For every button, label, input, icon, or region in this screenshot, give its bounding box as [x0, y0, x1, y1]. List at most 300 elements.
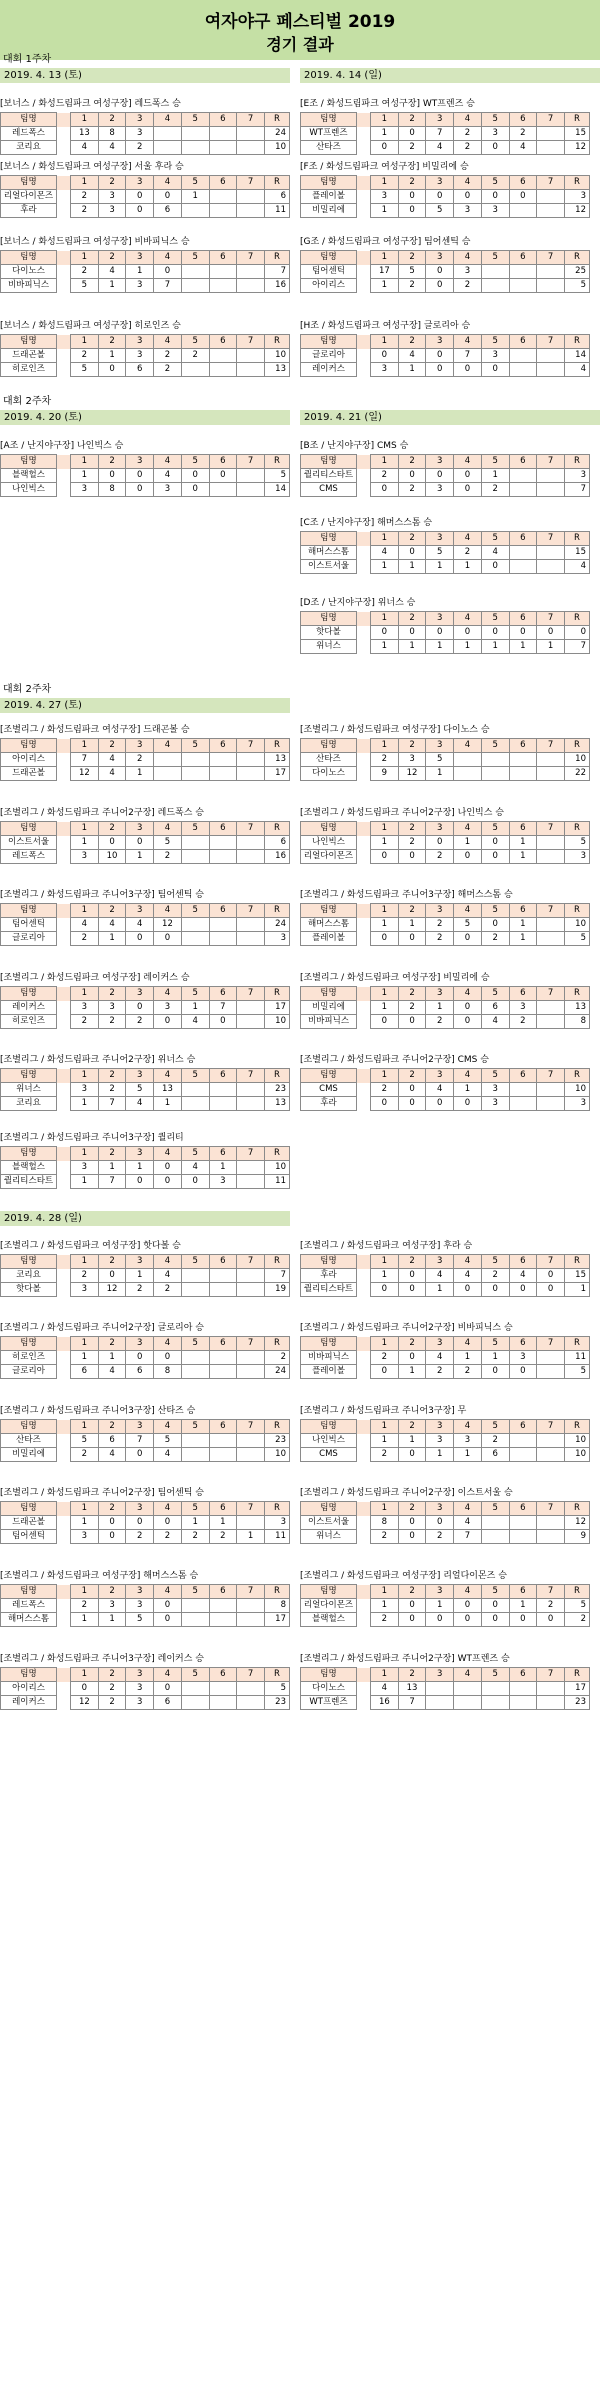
- inning-score-cell: [209, 850, 237, 864]
- inning-score-cell: 0: [398, 1599, 426, 1613]
- inning-header-cell: 5: [181, 1420, 209, 1434]
- team-name-cell: WT프렌즈: [301, 127, 357, 141]
- inning-score-cell: [209, 767, 237, 781]
- inning-header-cell: 5: [481, 1502, 509, 1516]
- inning-score-cell: 2: [426, 918, 454, 932]
- inning-score-cell: 1: [398, 640, 426, 654]
- team-name-cell: 나인빅스: [301, 836, 357, 850]
- team-name-cell: 리얼다이몬즈: [1, 190, 57, 204]
- team-score-row: [1, 141, 290, 155]
- inning-header-cell: 7: [537, 455, 565, 469]
- team-name-cell: 퀄리티스타트: [301, 469, 357, 483]
- inning-score-cell: 1: [371, 1434, 399, 1448]
- inning-header-cell: 6: [509, 176, 537, 190]
- team-header-cell: 팀명: [1, 335, 57, 349]
- inning-score-cell: [237, 1365, 265, 1379]
- inning-header-cell: 3: [126, 455, 154, 469]
- inning-score-cell: 2: [371, 753, 399, 767]
- inning-score-cell: 4: [454, 1516, 482, 1530]
- score-header-row: [1, 113, 290, 127]
- score-header-row: [1, 251, 290, 265]
- spacer-cell: [357, 918, 371, 932]
- game-caption: [E조 / 화성드림파크 여성구장] WT프렌즈 승: [300, 99, 475, 109]
- inning-score-cell: 12: [154, 918, 182, 932]
- inning-header-cell: 6: [209, 822, 237, 836]
- team-score-row: [1, 836, 290, 850]
- inning-score-cell: 1: [98, 1161, 126, 1175]
- inning-score-cell: 0: [398, 1083, 426, 1097]
- inning-score-cell: [509, 1516, 537, 1530]
- inning-score-cell: 6: [98, 1434, 126, 1448]
- inning-score-cell: 1: [398, 1365, 426, 1379]
- inning-score-cell: 2: [154, 1283, 182, 1297]
- game-result: [0, 1130, 292, 1189]
- team-name-cell: 위너스: [301, 640, 357, 654]
- inning-header-cell: 1: [71, 1668, 99, 1682]
- team-name-cell: 해머스스톰: [301, 546, 357, 560]
- inning-score-cell: [209, 204, 237, 218]
- team-header-cell: 팀명: [301, 532, 357, 546]
- inning-score-cell: 0: [126, 204, 154, 218]
- inning-header-cell: 2: [98, 1502, 126, 1516]
- inning-header-cell: 7: [537, 1255, 565, 1269]
- game-result: [0, 805, 292, 864]
- score-table: [0, 1501, 290, 1544]
- team-header-cell: 팀명: [301, 1585, 357, 1599]
- team-name-cell: 코리요: [1, 141, 57, 155]
- inning-header-cell: 2: [398, 1585, 426, 1599]
- total-runs-cell: 10: [565, 1434, 590, 1448]
- spacer-cell: [357, 1516, 371, 1530]
- inning-score-cell: 1: [98, 1613, 126, 1627]
- inning-header-cell: 7: [237, 113, 265, 127]
- inning-header-cell: 7: [237, 1147, 265, 1161]
- inning-header-cell: 6: [209, 987, 237, 1001]
- spacer-cell: [357, 739, 371, 753]
- total-runs-cell: 3: [565, 850, 590, 864]
- inning-score-cell: [237, 127, 265, 141]
- inning-score-cell: 0: [126, 1001, 154, 1015]
- inning-score-cell: 3: [126, 1682, 154, 1696]
- inning-score-cell: 1: [126, 1161, 154, 1175]
- spacer-cell: [357, 850, 371, 864]
- spacer-cell: [57, 190, 71, 204]
- total-runs-cell: 9: [565, 1530, 590, 1544]
- inning-header-cell: 3: [426, 113, 454, 127]
- spacer-cell: [357, 1682, 371, 1696]
- inning-score-cell: [209, 1351, 237, 1365]
- inning-header-cell: 5: [181, 1147, 209, 1161]
- inning-score-cell: [237, 349, 265, 363]
- team-score-row: [1, 1283, 290, 1297]
- inning-header-cell: 5: [481, 739, 509, 753]
- team-header-cell: 팀명: [1, 987, 57, 1001]
- inning-score-cell: 0: [426, 1516, 454, 1530]
- inning-score-cell: 0: [181, 469, 209, 483]
- game-caption: [조별리그 / 화성드림파크 주니어2구장] 이스트서울 승: [300, 1488, 513, 1498]
- inning-score-cell: [481, 1696, 509, 1710]
- inning-score-cell: 4: [371, 1682, 399, 1696]
- runs-header-cell: R: [565, 904, 590, 918]
- inning-header-cell: 5: [181, 822, 209, 836]
- total-runs-cell: 7: [265, 265, 290, 279]
- inning-score-cell: 0: [126, 483, 154, 497]
- team-name-cell: 비밀리에: [301, 1001, 357, 1015]
- total-runs-cell: 5: [565, 932, 590, 946]
- inning-header-cell: 2: [98, 1337, 126, 1351]
- date-bar: 2019. 4. 27 (토): [0, 698, 290, 713]
- spacer-cell: [357, 1434, 371, 1448]
- total-runs-cell: 11: [265, 1175, 290, 1189]
- team-name-cell: 해머스스톰: [301, 918, 357, 932]
- inning-header-cell: 6: [509, 739, 537, 753]
- inning-header-cell: 1: [371, 904, 399, 918]
- score-table: [0, 903, 290, 946]
- inning-header-cell: 6: [209, 335, 237, 349]
- runs-header-cell: R: [265, 1585, 290, 1599]
- runs-header-cell: R: [265, 335, 290, 349]
- total-runs-cell: 4: [565, 560, 590, 574]
- inning-score-cell: 6: [71, 1365, 99, 1379]
- inning-score-cell: [237, 1696, 265, 1710]
- inning-score-cell: 2: [426, 1015, 454, 1029]
- inning-score-cell: 7: [154, 279, 182, 293]
- inning-score-cell: [181, 141, 209, 155]
- spacer-cell: [57, 1337, 71, 1351]
- inning-header-cell: 5: [481, 1668, 509, 1682]
- score-header-row: [301, 612, 590, 626]
- total-runs-cell: 19: [265, 1283, 290, 1297]
- total-runs-cell: 15: [565, 546, 590, 560]
- total-runs-cell: 13: [265, 753, 290, 767]
- total-runs-cell: 5: [565, 279, 590, 293]
- inning-score-cell: 1: [426, 1001, 454, 1015]
- inning-score-cell: [537, 1682, 565, 1696]
- inning-score-cell: 3: [371, 363, 399, 377]
- inning-score-cell: [181, 767, 209, 781]
- inning-header-cell: 1: [71, 1147, 99, 1161]
- inning-score-cell: [181, 1448, 209, 1462]
- game-result: [0, 1485, 292, 1544]
- spacer-cell: [57, 1682, 71, 1696]
- inning-score-cell: 0: [398, 1613, 426, 1627]
- team-name-cell: 리얼다이몬즈: [301, 850, 357, 864]
- team-name-cell: 드래곤볼: [1, 1516, 57, 1530]
- inning-score-cell: 13: [71, 127, 99, 141]
- inning-header-cell: 7: [237, 455, 265, 469]
- team-score-row: [1, 1516, 290, 1530]
- team-score-row: [301, 836, 590, 850]
- inning-header-cell: 1: [371, 1585, 399, 1599]
- spacer-cell: [357, 987, 371, 1001]
- score-table: [0, 112, 290, 155]
- inning-header-cell: 7: [237, 987, 265, 1001]
- inning-header-cell: 5: [481, 113, 509, 127]
- inning-header-cell: 3: [126, 1420, 154, 1434]
- inning-header-cell: 6: [509, 904, 537, 918]
- inning-score-cell: [537, 1083, 565, 1097]
- inning-header-cell: 3: [426, 1069, 454, 1083]
- inning-score-cell: 2: [371, 1613, 399, 1627]
- spacer-cell: [357, 1502, 371, 1516]
- team-name-cell: 팀어센틱: [301, 265, 357, 279]
- inning-score-cell: 3: [426, 483, 454, 497]
- team-name-cell: 플레이볼: [301, 932, 357, 946]
- runs-header-cell: R: [265, 1255, 290, 1269]
- team-name-cell: 후라: [1, 204, 57, 218]
- inning-header-cell: 1: [371, 1420, 399, 1434]
- score-header-row: [301, 904, 590, 918]
- score-table: [0, 454, 290, 497]
- inning-score-cell: [181, 836, 209, 850]
- inning-score-cell: 0: [371, 1015, 399, 1029]
- inning-header-cell: 5: [481, 612, 509, 626]
- inning-score-cell: [209, 279, 237, 293]
- inning-header-cell: 1: [371, 987, 399, 1001]
- inning-score-cell: [454, 1682, 482, 1696]
- inning-score-cell: 3: [71, 483, 99, 497]
- spacer-cell: [57, 753, 71, 767]
- inning-score-cell: 4: [398, 349, 426, 363]
- team-header-cell: 팀명: [301, 987, 357, 1001]
- spacer-cell: [57, 141, 71, 155]
- inning-header-cell: 4: [454, 251, 482, 265]
- team-header-cell: 팀명: [301, 612, 357, 626]
- inning-score-cell: 0: [481, 560, 509, 574]
- inning-score-cell: 0: [481, 363, 509, 377]
- inning-score-cell: [537, 1015, 565, 1029]
- game-caption: [조별리그 / 화성드림파크 여성구장] 후라 승: [300, 1241, 473, 1251]
- inning-score-cell: [426, 1682, 454, 1696]
- inning-score-cell: [181, 265, 209, 279]
- inning-header-cell: 1: [71, 335, 99, 349]
- spacer-cell: [357, 1001, 371, 1015]
- score-header-row: [1, 1147, 290, 1161]
- inning-score-cell: 5: [71, 279, 99, 293]
- inning-score-cell: 3: [126, 127, 154, 141]
- inning-score-cell: 3: [481, 127, 509, 141]
- inning-header-cell: 7: [237, 1069, 265, 1083]
- team-score-row: [301, 918, 590, 932]
- inning-score-cell: 0: [126, 1175, 154, 1189]
- inning-score-cell: [537, 767, 565, 781]
- inning-header-cell: 5: [481, 251, 509, 265]
- total-runs-cell: 10: [565, 753, 590, 767]
- inning-score-cell: [209, 918, 237, 932]
- inning-header-cell: 1: [71, 822, 99, 836]
- inning-score-cell: 1: [98, 349, 126, 363]
- game-caption: [보너스 / 화성드림파크 여성구장] 레드폭스 승: [0, 99, 181, 109]
- score-table: [0, 1336, 290, 1379]
- game-caption: [조별리그 / 화성드림파크 여성구장] 해머스스톰 승: [0, 1571, 199, 1581]
- runs-header-cell: R: [565, 455, 590, 469]
- inning-score-cell: 3: [154, 1001, 182, 1015]
- team-score-row: [301, 1283, 590, 1297]
- total-runs-cell: 11: [565, 1351, 590, 1365]
- inning-header-cell: 4: [454, 455, 482, 469]
- date-bar: 2019. 4. 28 (일): [0, 1211, 290, 1226]
- date-bar: 2019. 4. 20 (토): [0, 410, 290, 425]
- inning-score-cell: 0: [371, 1097, 399, 1111]
- inning-header-cell: 6: [509, 1255, 537, 1269]
- team-name-cell: 글로리아: [1, 932, 57, 946]
- team-score-row: [1, 1599, 290, 1613]
- inning-score-cell: 0: [398, 469, 426, 483]
- inning-header-cell: 5: [481, 176, 509, 190]
- inning-header-cell: 7: [237, 1420, 265, 1434]
- inning-header-cell: 3: [426, 612, 454, 626]
- inning-score-cell: 1: [237, 1530, 265, 1544]
- inning-score-cell: 0: [126, 1351, 154, 1365]
- total-runs-cell: 17: [265, 1001, 290, 1015]
- inning-score-cell: [181, 1283, 209, 1297]
- spacer-cell: [57, 1083, 71, 1097]
- score-table: [300, 175, 590, 218]
- inning-score-cell: 8: [154, 1365, 182, 1379]
- inning-score-cell: 0: [481, 141, 509, 155]
- team-name-cell: 레이커스: [301, 363, 357, 377]
- team-name-cell: 블랙헐스: [1, 469, 57, 483]
- inning-score-cell: 1: [154, 1097, 182, 1111]
- game-caption: [C조 / 난지야구장] 해머스스톰 승: [300, 518, 433, 528]
- spacer-cell: [357, 483, 371, 497]
- inning-score-cell: 7: [98, 1175, 126, 1189]
- inning-score-cell: [537, 1001, 565, 1015]
- inning-score-cell: [509, 1530, 537, 1544]
- inning-score-cell: [209, 753, 237, 767]
- inning-score-cell: 1: [426, 640, 454, 654]
- inning-score-cell: 1: [71, 1351, 99, 1365]
- inning-score-cell: 7: [98, 1097, 126, 1111]
- inning-header-cell: 4: [154, 739, 182, 753]
- inning-score-cell: 1: [426, 560, 454, 574]
- inning-score-cell: 2: [71, 932, 99, 946]
- team-score-row: [301, 546, 590, 560]
- inning-header-cell: 4: [154, 1147, 182, 1161]
- inning-score-cell: [209, 127, 237, 141]
- game-result: [0, 1238, 292, 1297]
- inning-score-cell: [154, 141, 182, 155]
- team-name-cell: 이스트서울: [301, 1516, 357, 1530]
- inning-score-cell: [426, 1696, 454, 1710]
- inning-score-cell: [537, 1434, 565, 1448]
- game-caption: [조별리그 / 화성드림파크 주니어2구장] WT프렌즈 승: [300, 1654, 510, 1664]
- inning-score-cell: 4: [454, 1269, 482, 1283]
- inning-score-cell: [181, 1365, 209, 1379]
- inning-header-cell: 3: [126, 251, 154, 265]
- inning-score-cell: 5: [426, 753, 454, 767]
- inning-score-cell: 2: [154, 1530, 182, 1544]
- inning-score-cell: 0: [154, 190, 182, 204]
- inning-score-cell: 0: [398, 1283, 426, 1297]
- inning-header-cell: 7: [537, 739, 565, 753]
- inning-header-cell: 6: [509, 1668, 537, 1682]
- inning-score-cell: 1: [98, 932, 126, 946]
- inning-score-cell: [509, 1682, 537, 1696]
- spacer-cell: [57, 1420, 71, 1434]
- inning-score-cell: [509, 204, 537, 218]
- spacer-cell: [357, 363, 371, 377]
- inning-header-cell: 1: [71, 455, 99, 469]
- inning-header-cell: 2: [98, 739, 126, 753]
- inning-score-cell: 5: [426, 546, 454, 560]
- team-name-cell: CMS: [301, 483, 357, 497]
- team-header-cell: 팀명: [1, 176, 57, 190]
- team-score-row: [1, 1682, 290, 1696]
- inning-score-cell: [209, 141, 237, 155]
- score-header-row: [301, 335, 590, 349]
- inning-header-cell: 4: [454, 176, 482, 190]
- team-name-cell: 비바피닉스: [301, 1015, 357, 1029]
- inning-score-cell: 3: [209, 1175, 237, 1189]
- inning-score-cell: 1: [126, 767, 154, 781]
- spacer-cell: [357, 176, 371, 190]
- inning-header-cell: 5: [181, 176, 209, 190]
- inning-header-cell: 1: [71, 1337, 99, 1351]
- inning-header-cell: 4: [454, 612, 482, 626]
- inning-score-cell: [181, 1682, 209, 1696]
- inning-header-cell: 7: [537, 987, 565, 1001]
- team-header-cell: 팀명: [1, 251, 57, 265]
- inning-score-cell: [237, 850, 265, 864]
- inning-header-cell: 6: [509, 1069, 537, 1083]
- inning-header-cell: 2: [398, 532, 426, 546]
- inning-score-cell: 1: [454, 1448, 482, 1462]
- inning-score-cell: [237, 1175, 265, 1189]
- team-header-cell: 팀명: [301, 1069, 357, 1083]
- inning-score-cell: [509, 349, 537, 363]
- inning-header-cell: 3: [426, 1337, 454, 1351]
- total-runs-cell: 7: [565, 640, 590, 654]
- game-result: [300, 318, 592, 377]
- inning-score-cell: 0: [126, 190, 154, 204]
- inning-score-cell: 12: [71, 1696, 99, 1710]
- inning-header-cell: 4: [154, 251, 182, 265]
- inning-score-cell: 4: [98, 141, 126, 155]
- week-label: 대회 1주차: [3, 54, 52, 65]
- team-score-row: [1, 127, 290, 141]
- score-table: [300, 454, 590, 497]
- score-table: [0, 821, 290, 864]
- inning-score-cell: 1: [481, 1351, 509, 1365]
- inning-score-cell: [481, 265, 509, 279]
- inning-header-cell: 3: [426, 455, 454, 469]
- inning-score-cell: 4: [509, 1269, 537, 1283]
- inning-score-cell: [209, 190, 237, 204]
- team-name-cell: 팀어센틱: [1, 918, 57, 932]
- inning-score-cell: [237, 1083, 265, 1097]
- game-result: [0, 159, 292, 218]
- score-table: [300, 821, 590, 864]
- team-name-cell: 비밀리에: [301, 204, 357, 218]
- inning-score-cell: 3: [71, 1530, 99, 1544]
- inning-header-cell: 6: [209, 1147, 237, 1161]
- inning-score-cell: 0: [98, 836, 126, 850]
- inning-header-cell: 1: [371, 1502, 399, 1516]
- spacer-cell: [357, 532, 371, 546]
- team-score-row: [301, 265, 590, 279]
- inning-score-cell: 12: [71, 767, 99, 781]
- team-header-cell: 팀명: [1, 1255, 57, 1269]
- inning-score-cell: 1: [371, 127, 399, 141]
- inning-score-cell: 2: [454, 127, 482, 141]
- inning-score-cell: [237, 363, 265, 377]
- inning-header-cell: 3: [126, 1668, 154, 1682]
- inning-score-cell: 0: [181, 483, 209, 497]
- inning-score-cell: 1: [454, 560, 482, 574]
- week-label: 대회 2주차: [3, 396, 52, 407]
- team-name-cell: 히로인즈: [1, 363, 57, 377]
